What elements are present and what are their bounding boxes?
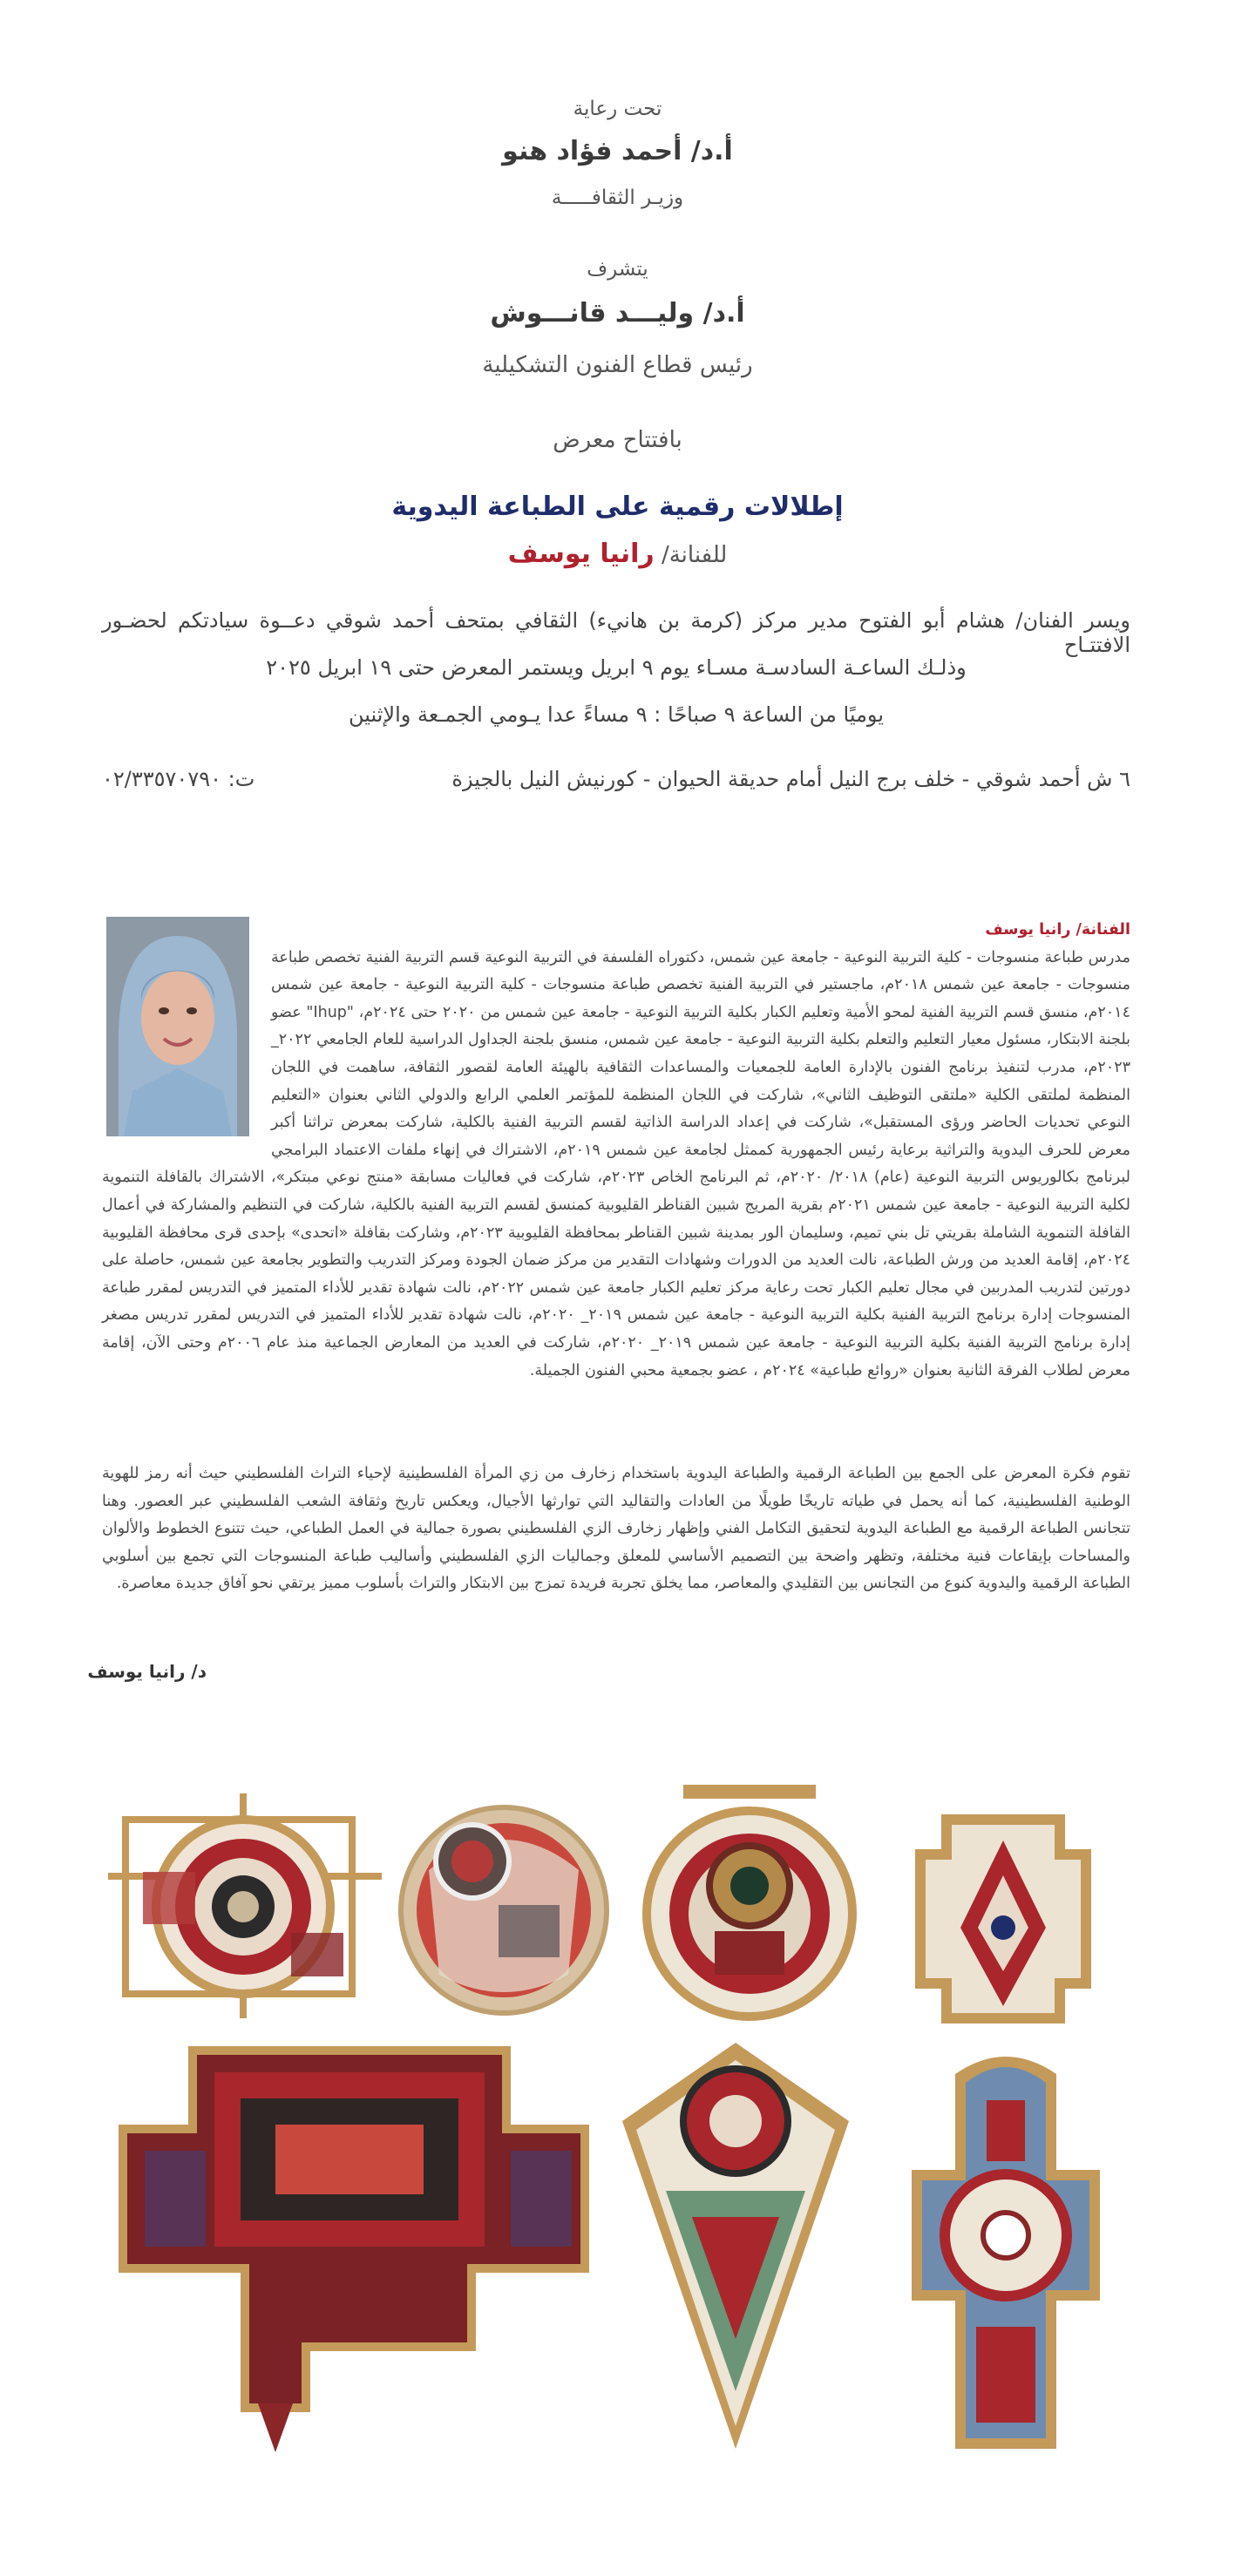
concept-paragraph: تقوم فكرة المعرض على الجمع بين الطباعة الرقمية والطباعة اليدوية باستخدام زخارف من زي المرأة الفلسطينية لإحياء التراث الفلسطيني حيث أنه رمز للهوية الوطنية الفلسطينية، كما أنه يحمل في طياته تاريخًا طويلًا من العادات والتقاليد التي توارثها الأجيال، ويعكس تاريخ وثقافة الشعب الفلسطيني عبر العصور. وهنا تتجانس الطباعة الرقمية مع الطباعة اليدوية لتحقيق التكامل الفني وإظهار زخارف الزي الفلسطيني بصورة جمالية في العمل الطباعي، حيث تتنوع الخطوط والألوان والمساحات بإيقاعات فنية مختلفة، وتظهر واضحة بين التصميم الأساسي للمعلق وجماليات الزي الفلسطيني وأساليب طباعة المنسوجات التي تجمع بين أسلوبي الطباعة الرقمية واليدوية كنوع من التجانس بين التقليدي والمعاصر، مما يخلق تجربة فريدة تمزج بين الابتكار والتراث بأسلوب مميز يرتقي نحو آفاق جديدة معاصرة. bbox=[102, 1465, 1130, 1593]
artist-line bbox=[0, 539, 1235, 569]
artwork-2 bbox=[394, 1800, 614, 2020]
minister-name: أ.د/ أحمد فؤاد هنو bbox=[502, 136, 733, 166]
bio-section bbox=[102, 917, 1130, 1385]
photo-spacer bbox=[102, 917, 255, 1140]
artist-name: رانيا يوسف bbox=[507, 539, 655, 569]
artist-prefix: للفنانة/ bbox=[661, 542, 728, 568]
patronage-label: تحت رعاية bbox=[573, 98, 662, 120]
address-row bbox=[102, 767, 1130, 791]
artwork-4 bbox=[906, 1788, 1100, 2027]
artwork-6 bbox=[614, 2043, 858, 2452]
head-title: رئيس قطاع الفنون التشكيلية bbox=[482, 352, 753, 378]
signature: د/ رانيا يوسف bbox=[87, 1661, 207, 1682]
opening-label: بافتتاح معرض bbox=[553, 427, 682, 453]
phone: ت: ٠٢/٣٣٥٧٠٧٩٠ bbox=[102, 767, 255, 791]
artwork-5 bbox=[110, 2037, 594, 2452]
invitation-line-1: ويسر الفنان/ هشام أبو الفتوح مدير مركز (كرمة بن هانيء) الثقافي بمتحف أحمد شوقي دعــوة سيادتكم لحضـور الافتتـاح bbox=[102, 608, 1130, 657]
artwork-7 bbox=[903, 2039, 1109, 2457]
invitation-line-3: يوميًا من الساعة ٩ صباحًا : ٩ مساءً عدا يـومي الجمـعة والإثنين bbox=[349, 702, 884, 727]
exhibition-title: إطلالات رقمية على الطباعة اليدوية bbox=[391, 491, 844, 522]
artwork-1 bbox=[108, 1793, 382, 2018]
artwork-3 bbox=[631, 1783, 868, 2025]
minister-title: وزيـر الثقافـــــة bbox=[551, 186, 684, 209]
invitation-line-2: وذلـك الساعـة السادسـة مسـاء يوم ٩ ابريل ويستمر المعرض حتى ١٩ ابريل ٢٠٢٥ bbox=[266, 655, 967, 680]
head-name: أ.د/ وليـــد قانـــوش bbox=[490, 298, 745, 329]
bio-text: مدرس طباعة منسوجات - كلية التربية النوعية - جامعة عين شمس، دكتوراه الفلسفة في التربية النوعية قسم التربية الفنية تخصص طباعة منسوجات - جامعة عين شمس ٢٠١٨م، ماجستير في التربية الفنية تخصص طباعة منسوجات - كلية التربية النوعية - جامعة عين شمس ٢٠١٤م، منسق قسم التربية الفنية لمحو الأمية وتعليم الكبار بكلية التربية النوعية - جامعة عين شمس من ٢٠٢٠ حتى ٢٠٢٤م، "Ihup" عضو بلجنة الابتكار، مسئول معيار التعليم والتعلم بكلية التربية النوعية - جامعة عين شمس، منسق بلجنة الجداول الدراسية للعام الجامعي ٢٠٢٢_ ٢٠٢٣م، مدرب لتنفيذ برنامج الفنون بالإدارة العامة للجمعيات والمساعدات الثقافية بالهيئة العامة لقصور الثقافة، ساهمت في اللجان المنظمة لملتقى الكلية «ملتقى التوظيف الثاني»، شاركت في اللجان المنظمة للمؤتمر العلمي الرابع والدولي الثاني بعنوان «التعليم النوعي تحديات الحاضر ورؤى المستقبل»، شاركت في إعداد الدراسة الذاتية لقسم التربية الفنية بالكلية، شاركت بمعرض تراثنا أكبر معرض للحرف اليدوية والتراثية برعاية رئيس الجمهورية كممثل لجامعة عين شمس ٢٠١٩م، الاشتراك في إنهاء ملفات الاعتماد البرامجي لبرنامج بكالوريوس التربية النوعية (عام) ٢٠١٨/ ٢٠٢٠م، ثم البرنامج الخاص ٢٠٢٣م، شاركت في فعاليات مسابقة «منتج نوعي مبتكر»، الاشتراك بالقافلة التنموية لكلية التربية النوعية - جامعة عين شمس ٢٠٢١م بقرية المريج شبين القناطر القليوبية كمنسق لقسم التربية الفنية بالكلية، شاركت في التنظيم والمشاركة في أعمال القافلة التنموية الشاملة بقريتي تل بني تميم، وسليمان الور بمدينة شبين القناطر بمحافظة القليوبية ٢٠٢٣م، وشاركت بقافلة «اتحدى» بإحدى قرى محافظة القليوبية ٢٠٢٤م، إقامة العديد من ورش الطباعة، نالت العديد من الدورات وشهادات التقدير من مركز ضمان الجودة ومركز التدريب والتطوير بجامعة عين شمس، حاصلة على دورتين لتدريب المدربين في مجال تعليم الكبار تحت رعاية مركز تعليم الكبار جامعة عين شمس ٢٠٢٢م، نالت شهادة تقدير للأداء المتميز في التدريس لمقرر طباعة المنسوجات إدارة برنامج التربية الفنية بكلية التربية النوعية - جامعة عين شمس ٢٠١٩_ ٢٠٢٠م، نالت شهادة تقدير للأداء المتميز في التدريس لمقرر تدريس مصغر إدارة برنامج التربية الفنية بكلية التربية النوعية - جامعة عين شمس ٢٠١٩_ ٢٠٢٠م، شاركت في العديد من المعارض الجماعية منذ عام ٢٠٠٦م وحتى الآن، إقامة معرض لطلاب الفرقة الثانية بعنوان «روائع طباعية» ٢٠٢٤م ، عضو بجمعية محبي الفنون الجميلة. bbox=[102, 948, 1131, 1380]
honor-label: يتشرف bbox=[587, 258, 648, 281]
bio-heading: الفنانة/ رانيا يوسف bbox=[985, 921, 1130, 939]
address: ٦ ش أحمد شوقي - خلف برج النيل أمام حديقة الحيوان - كورنيش النيل بالجيزة bbox=[451, 767, 1130, 791]
